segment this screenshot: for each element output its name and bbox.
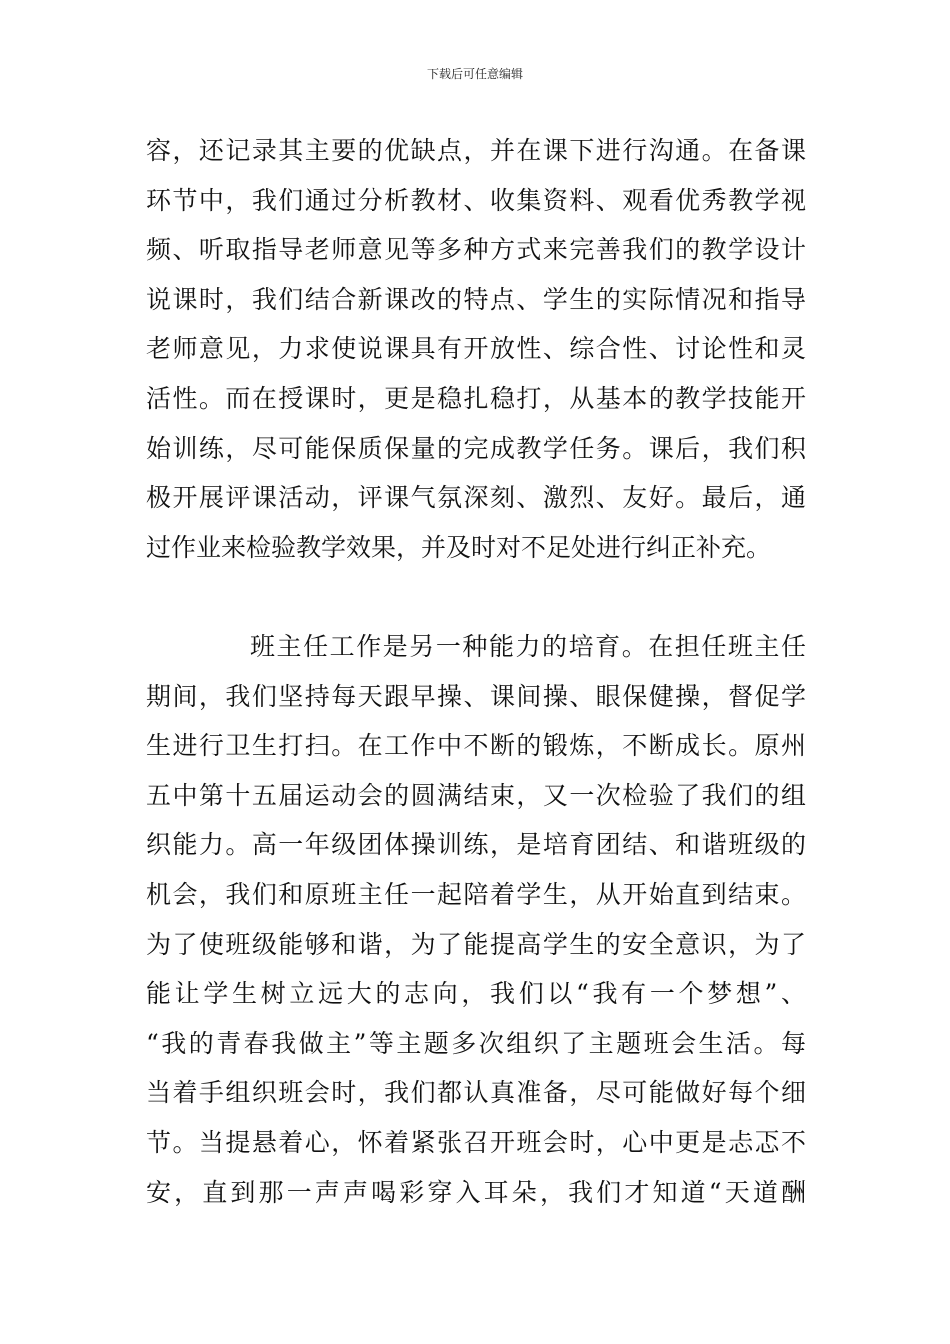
text-line: 机会，我们和原班主任一起陪着学生，从开始直到结束。 — [146, 879, 806, 909]
text-line: 当着手组织班会时，我们都认真准备，尽可能做好每个细 — [146, 1078, 806, 1108]
text-line: 为了使班级能够和谐，为了能提高学生的安全意识，为了 — [146, 929, 806, 959]
page-header: 下载后可任意编辑 — [426, 67, 523, 81]
text-line: 生进行卫生打扫。在工作中不断的锻炼，不断成长。原州 — [146, 731, 806, 761]
text-line: 老师意见，力求使说课具有开放性、综合性、讨论性和灵 — [146, 334, 806, 364]
text-line: 活性。而在授课时，更是稳扎稳打，从基本的教学技能开 — [146, 383, 806, 413]
text-line: 期间，我们坚持每天跟早操、课间操、眼保健操，督促学 — [146, 681, 806, 711]
text-line: 容，还记录其主要的优缺点，并在课下进行沟通。在备课 — [146, 136, 806, 165]
text-line: 织能力。高一年级团体操训练，是培育团结、和谐班级的 — [146, 830, 806, 860]
text-line: 环节中，我们通过分析教材、收集资料、观看优秀教学视 — [146, 185, 806, 215]
text-line: 极开展评课活动，评课气氛深刻、激烈、友好。最后，通 — [146, 483, 806, 513]
text-line: 五中第十五届运动会的圆满结束，又一次检验了我们的组 — [146, 780, 806, 810]
text-line: 说课时，我们结合新课改的特点、学生的实际情况和指导 — [146, 284, 806, 314]
text-line: 频、听取指导老师意见等多种方式来完善我们的教学设计 — [146, 235, 806, 265]
text-line: 始训练，尽可能保质保量的完成教学任务。课后，我们积 — [146, 433, 806, 463]
text-line: 班主任工作是另一种能力的培育。在担任班主任 — [250, 632, 806, 661]
text-line: 过作业来检验教学效果，并及时对不足处进行纠正补充。 — [146, 532, 772, 562]
paragraph-teaching — [146, 126, 806, 572]
paragraph-class-teacher — [146, 622, 806, 1217]
text-line: 能让学生树立远大的志向，我们以“我有一个梦想”、 — [146, 979, 806, 1009]
text-line: “我的青春我做主”等主题多次组织了主题班会生活。每 — [146, 1028, 806, 1058]
text-line: 节。当提悬着心，怀着紧张召开班会时，心中更是忐忑不 — [146, 1127, 806, 1157]
text-line: 安，直到那一声声喝彩穿入耳朵，我们才知道“天道酬 — [146, 1177, 806, 1207]
